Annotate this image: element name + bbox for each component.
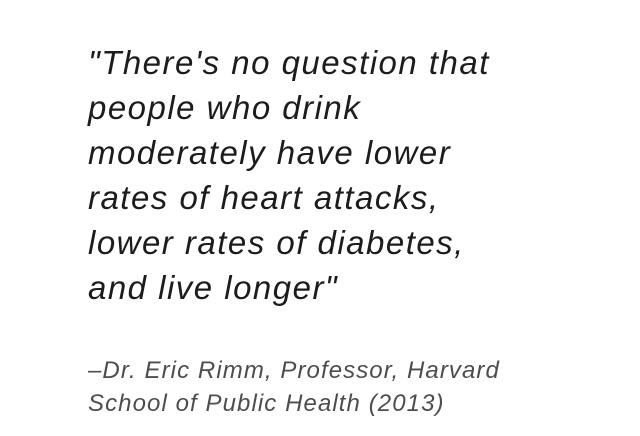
quote-line: "There's no question that: [88, 44, 490, 81]
quote-line: rates of heart attacks,: [88, 179, 440, 216]
quote-text: [88, 40, 600, 310]
quote-line: people who drink: [88, 89, 362, 126]
attribution-line: –Dr. Eric Rimm, Professor, Harvard: [88, 357, 500, 384]
quote-line: lower rates of diabetes,: [88, 224, 465, 261]
quote-line: and live longer": [88, 269, 339, 306]
quote-line: moderately have lower: [88, 134, 452, 171]
quote-attribution: [88, 354, 600, 420]
attribution-line: School of Public Health (2013): [88, 390, 445, 417]
